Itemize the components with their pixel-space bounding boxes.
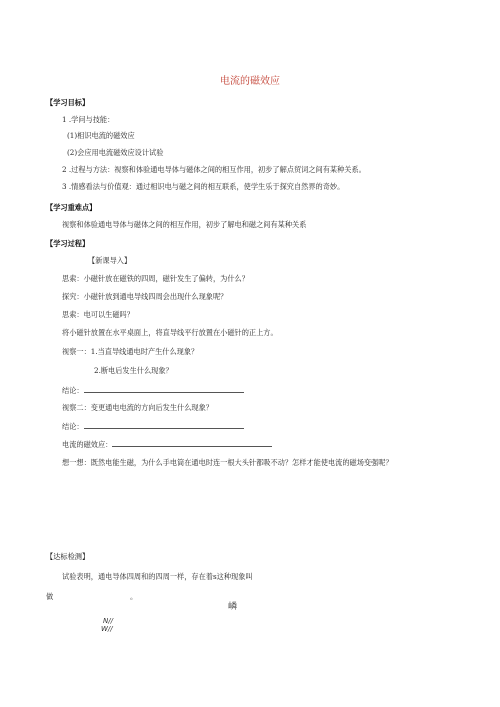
new-lesson-header: 【新课导入】	[88, 256, 132, 265]
test-header: 【达标检测】	[46, 552, 90, 561]
think-3: 想一想：既然电能生磁，为什么手电筒在通电时连一根大头针都吸不动？怎样才能使电流的磁场变强呢？	[62, 458, 393, 467]
document-title: 电流的磁效应	[220, 76, 280, 87]
setup: 将小磁针放置在水平桌面上，将直导线平行放置在小磁针的正上方。	[62, 328, 278, 337]
figure-label-2: W//	[101, 625, 113, 633]
goal-1b: (2)会应用电流磁效应设计试验	[67, 148, 164, 157]
key-text: 视察和体验通电导体与磁体之间的相互作用，初步了解电和磁之间有某种关系	[62, 220, 307, 229]
observe-1-2: 2.断电后发生什么现象？	[94, 366, 173, 375]
goal-3: 3 .情感看法与价值观：通过相识电与磁之间的相互联系，使学生乐于探究自然界的奇妙。	[62, 182, 345, 191]
think-1: 思索：小磁针放在磁铁的四周，磁针发生了偏转，为什么？	[62, 274, 249, 283]
conclusion-1-label: 结论：	[62, 386, 84, 395]
test-text-2: 做	[46, 592, 54, 601]
process-header: 【学习过程】	[46, 239, 90, 248]
test-text: 试验表明，通电导体四周和的四周一样，存在着s这种现象叫	[62, 572, 253, 581]
conclusion-2-row	[62, 421, 244, 431]
explore: 探究：小磁针放到通电导线四周会出现什么现象呢？	[62, 292, 228, 301]
magnetic-effect-blank[interactable]	[112, 439, 272, 447]
test-period: 。	[130, 592, 138, 601]
key-header: 【学习重难点】	[46, 203, 97, 212]
conclusion-2-blank[interactable]	[84, 421, 244, 429]
figure-mark: 嶙	[228, 602, 238, 612]
goal-1a: (1)相识电流的磁效应	[67, 131, 135, 140]
observe-1: 视察一：1.当直导线通电时产生什么现象？	[62, 347, 199, 356]
conclusion-2-label: 结论：	[62, 422, 84, 431]
goal-1: 1 .学问与技能：	[62, 115, 115, 124]
conclusion-1-blank[interactable]	[84, 385, 244, 393]
figure-label-1: N//	[103, 617, 113, 625]
magnetic-effect-row	[62, 439, 272, 449]
think-2: 思索：电可以生磁吗？	[62, 310, 134, 319]
goals-header: 【学习目标】	[46, 98, 90, 107]
observe-2: 视察二：变更通电电流的方向后发生什么现象？	[62, 403, 213, 412]
magnetic-effect-label: 电流的磁效应：	[62, 440, 113, 449]
goal-2: 2 .过程与方法：视察和体验通电导体与磁体之间的相互作用，初步了解点贸词之间有某种关系。	[62, 165, 366, 174]
conclusion-1-row	[62, 385, 244, 395]
